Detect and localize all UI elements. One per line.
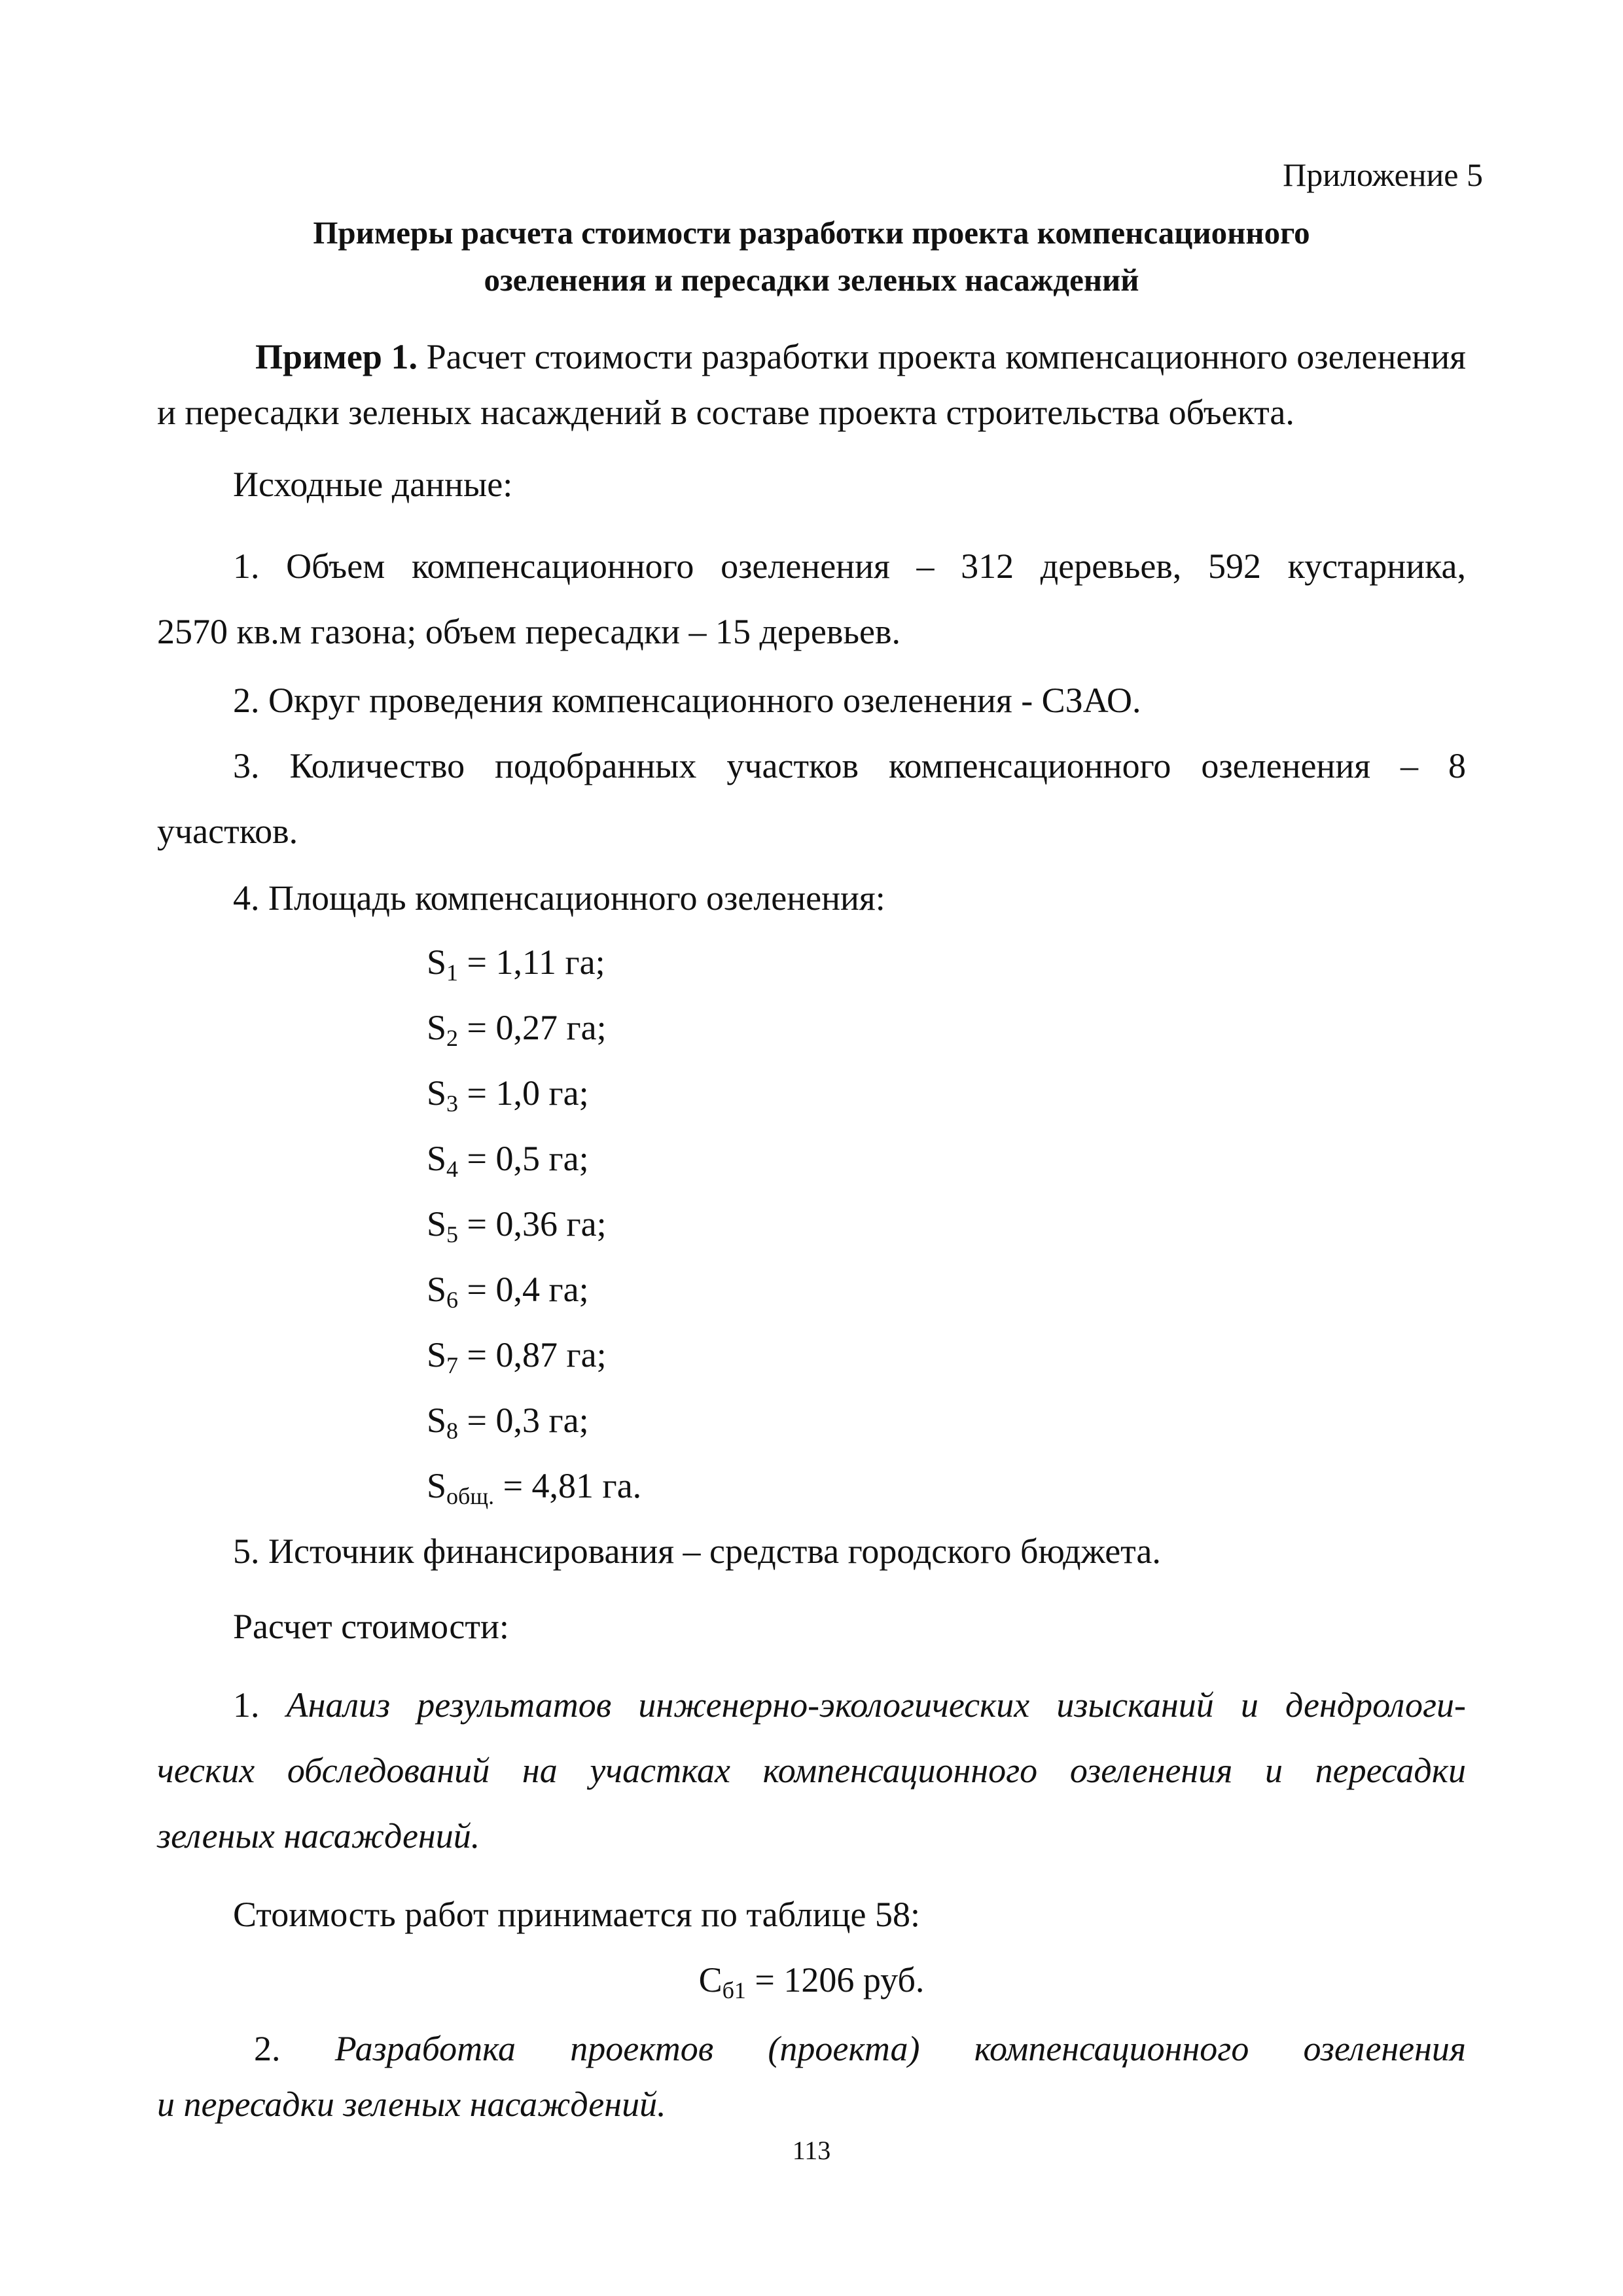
title-line-2: озеленения и пересадки зеленых насаждений xyxy=(484,262,1139,298)
area-s1: $S_1 = 1,11$ га; xyxy=(427,942,605,986)
area-s7: $S_7 = 0,87$ га; xyxy=(427,1335,607,1378)
cost-formula: $С_{б1} = 1206$ руб. xyxy=(698,1960,925,2003)
item5: 5. Источник финансирования – средства городского бюджета. xyxy=(233,1532,1161,1571)
example1-line2: и пересадки зеленых насаждений в составе проекта строительства объекта. xyxy=(157,393,1294,432)
item1-line2: 2570 кв.м газона; объем пересадки – 15 деревьев. xyxy=(157,612,901,651)
appendix-label: Приложение 5 xyxy=(1283,156,1483,193)
example1-text: Расчет стоимости разработки проекта компенсационного озеленения xyxy=(426,337,1467,376)
example1-label: Пример 1. xyxy=(255,337,418,376)
calc2-line2: и пересадки зеленых насаждений. xyxy=(157,2085,666,2124)
area-s8: $S_8 = 0,3$ га; xyxy=(427,1401,589,1444)
item2: 2. Округ проведения компенсационного озеленения - СЗАО. xyxy=(233,681,1141,720)
area-total: $S_{общ.} = 4,81$ га. xyxy=(427,1466,642,1509)
calc1-line3: зеленых насаждений. xyxy=(157,1816,480,1856)
calc1-number: 1. xyxy=(233,1685,287,1725)
area-s2: $S_2 = 0,27$ га; xyxy=(427,1008,607,1051)
item3-line2: участков. xyxy=(157,812,298,851)
area-s4: $S_4 = 0,5$ га; xyxy=(427,1139,589,1182)
calc2-title-part1: Разработка проектов (проекта) компенсационного озеленения xyxy=(334,2029,1467,2068)
cost-table-note: Стоимость работ принимается по таблице 58: xyxy=(233,1895,920,1934)
source-data-heading: Исходные данные: xyxy=(233,465,513,504)
title-line-1: Примеры расчета стоимости разработки проекта компенсационного xyxy=(313,215,1310,251)
calc-heading: Расчет стоимости: xyxy=(233,1607,509,1646)
area-s5: $S_5 = 0,36$ га; xyxy=(427,1204,607,1247)
item1-line1: 1. Объем компенсационного озеленения – 312 деревьев, 592 кустарника, xyxy=(233,547,1466,586)
item3-line1: 3. Количество подобранных участков компенсационного озеленения – 8 xyxy=(233,746,1466,785)
item4: 4. Площадь компенсационного озеленения: xyxy=(233,878,885,918)
page-number: 113 xyxy=(792,2136,831,2165)
area-s6: $S_6 = 0,4$ га; xyxy=(427,1270,589,1313)
calc1-title-part1: Анализ результатов инженерно-экологических изысканий и дендрологи- xyxy=(286,1685,1466,1725)
calc1-line1 xyxy=(233,1672,1466,1738)
document-title xyxy=(0,209,1623,304)
calc2-number: 2. xyxy=(254,2029,335,2068)
calc1-line2: ческих обследований на участках компенсационного озеленения и пересадки xyxy=(157,1751,1466,1790)
area-s3: $S_3 = 1,0$ га; xyxy=(427,1073,589,1117)
